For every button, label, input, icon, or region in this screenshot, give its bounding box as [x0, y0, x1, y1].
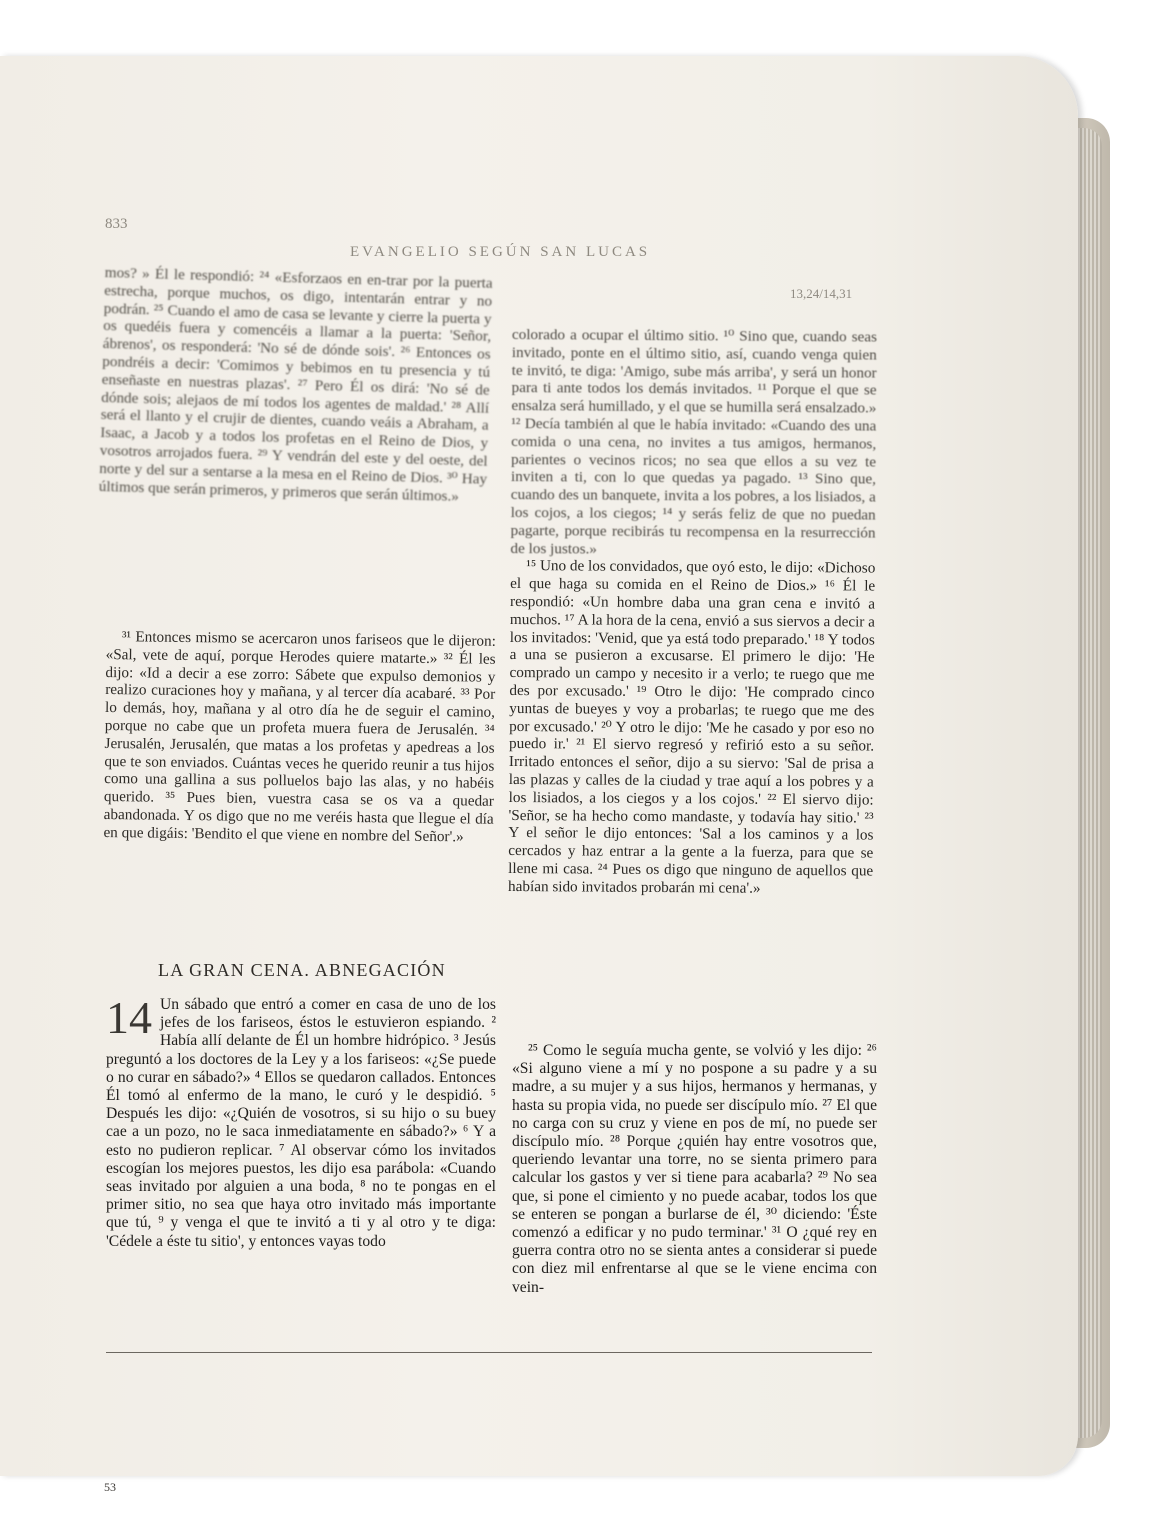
footer-rule — [106, 1352, 872, 1353]
page-number: 53 — [104, 1480, 116, 1494]
paragraph: ¹⁵ Uno de los convidados, que oyó esto, le dijo: «Dichoso el que haga su comida en el Reino de Dios.» ¹⁶ Él le respondió: «Un hombre daba una gran cena e invitó a muchos. ¹⁷ A la hora de la cena, envió a sus siervos a decir a los invitados: 'Venid, que ya está todo preparado.' ¹⁸ Y todos a una se pusieron a excusarse. El primero le dijo: 'He comprado un campo y necesito ir a verlo; te ruego que me des por excusado.' ¹⁹ Otro le dijo: 'He comprado cinco yuntas de bueyes y voy a probarlas; te ruego que me des por excusado.' ²⁰ Y otro le dijo: 'Me he casado y por eso no puedo ir.' ²¹ El siervo regresó y refirió esto a su señor. Irritado entonces el señor, dijo a su siervo: 'Sal de prisa a las plazas y calles de la ciudad y trae aquí a los pobres y a los lisiados, a los ciegos y a los cojos.' ²² El siervo dijo: 'Señor, se ha hecho como mandaste, y todavía hay sitio.' ²³ Y el señor le dijo entonces: 'Sal a los caminos y a los cercados y haz entrar a la gente a la fuerza, para que se llene mi casa. ²⁴ Pues os digo que ninguno de aquellos que habían sido invitados probarán mi cena'.» — [508, 557, 876, 897]
paragraph: ³¹ Entonces mismo se acercaron unos fariseos que le dijeron: «Sal, vete de aquí, porque Herodes quiere matarte.» ³² Él les dijo: «Id a decir a ese zorro: Sábete que expulso demonios y realizo curaciones hoy y mañana, y al tercer día acabaré. ³³ Por lo demás, hoy, mañana y al otro día he de seguir el camino, porque no cabe que un profeta muera fuera de Jerusalén. ³⁴ Jerusalén, Jerusalén, que matas a los profetas y apedreas a los que te son enviados. Cuántas veces he querido reunir a tus hijos como una gallina a sus polluelos bajo las alas, y no habéis querido. ³⁵ Pues bien, vuestra casa se os va a quedar abandonada. Y os digo que no me veréis hasta que llegue el día en que digáis: 'Bendito el que viene en nombre del Señor'.» — [103, 628, 496, 846]
paragraph: colorado a ocupar el último sitio. ¹⁰ Sino que, cuando seas invitado, ponte en el último sitio, así, cuando venga quien te invitó, te diga: 'Amigo, sube más arriba', y será un honor para ti ante todos los demás invitados. ¹¹ Porque el que se ensalza será humillado, y el que se humilla será ensalzado.» ¹² Decía también al que le había invitado: «Cuando des una comida o una cena, no invites a tus amigos, hermanos, parientes o vecinos ricos; no sea que ellos a su vez te inviten a ti, con lo que quedas ya pagado. ¹³ Sino que, cuando des un banquete, invita a los pobres, a los lisiados, a los cojos, a los ciegos; ¹⁴ y serás feliz de que no puedan pagarte, porque recibirás tu recompensa en la resurrección de los justos.» — [510, 326, 877, 558]
top-folio: 833 — [105, 216, 128, 232]
chapter-start — [106, 992, 496, 1251]
book-title: EVANGELIO SEGÚN SAN LUCAS — [350, 244, 651, 260]
chapter-number: 14 — [106, 992, 152, 1043]
left-column-middle — [103, 628, 496, 846]
right-column-top — [508, 326, 877, 898]
right-column-bottom — [512, 1042, 877, 1297]
running-head — [0, 216, 1078, 301]
book-page — [0, 56, 1078, 1494]
paragraph: ²⁵ Como le seguía mucha gente, se volvió y les dijo: ²⁶ «Si alguno viene a mí y no pospone a su padre y a su madre, a su mujer y a sus hijos, hermanos y hermanas, y hasta su propia vida, no puede ser discípulo mío. ²⁷ El que no carga con su cruz y viene en pos de mí, no puede ser discípulo mío. ²⁸ Porque ¿quién hay entre vosotros que, queriendo levantar una torre, no se sienta primero para calcular los gastos y ver si tiene para acabarla? ²⁹ No sea que, si pone el cimiento y no puede acabar, todos los que se enteren se pongan a burlarse de él, ³⁰ diciendo: 'Éste comenzó a edificar y no pudo terminar.' ³¹ O ¿qué rey en guerra contra otro no se sienta antes a considerar si puede con diez mil enfrentarse al que se le viene encima con vein- — [512, 1042, 877, 1296]
chapter-reference: 13,24/14,31 — [790, 286, 853, 301]
chapter-text: Un sábado que entró a comer en casa de uno de los jefes de los fariseos, éstos le estuvieron espiando. ² Había allí delante de Él un hombre hidrópico. ³ Jesús preguntó a los doctores de la Ley y a los fariseos: «¿Se puede o no curar en sábado?» ⁴ Ellos se quedaron callados. Entonces Él tomó al enfermo de la mano, le curó y le despidió. ⁵ Después les dijo: «¿Quién de vosotros, si su hijo o su buey cae a un pozo, no le saca inmediatamente en sábado?» ⁶ Y a esto no pudieron replicar. ⁷ Al observar cómo los invitados escogían los mejores puestos, les dijo esa parábola: «Cuando seas invitado por alguien a una boda, ⁸ no te pongas en el primer sitio, no sea que haya otro invitado más importante que tú, ⁹ y venga el que te invitó a ti y al otro y te diga: 'Cédele a éste tu sitio', y entonces vayas todo — [106, 996, 496, 1250]
paragraph: mos? » Él le respondió: ²⁴ «Esforzaos en en-trar por la puerta estrecha, porque muchos, os digo, intentarán entrar y no podrán. ²⁵ Cuando el amo de casa se levante y cierre la puerta y os quedéis fuera y comencéis a llamar a la puerta: 'Señor, ábrenos', os responderá: 'No sé de dónde sois'. ²⁶ Entonces os pondréis a decir: 'Comimos y bebimos en tu presencia y tú enseñaste en nuestras plazas'. ²⁷ Pero Él os dirá: 'No sé de dónde sois; alejaos de mí todos los agentes de maldad.' ²⁸ Allí será el llanto y el crujir de dientes, cuando veáis a Abraham, a Isaac, a Jacob y a todos los profetas en el Reino de Dios, y vosotros arrojados fuera. ²⁹ Y vendrán del este y del oeste, del norte y del sur a sentarse a la mesa en el Reino de Dios. ³⁰ Hay últimos que serán primeros, y primeros que serán últimos.» — [98, 264, 493, 505]
left-column-top — [99, 264, 493, 506]
section-heading: LA GRAN CENA. ABNEGACIÓN — [158, 960, 446, 980]
